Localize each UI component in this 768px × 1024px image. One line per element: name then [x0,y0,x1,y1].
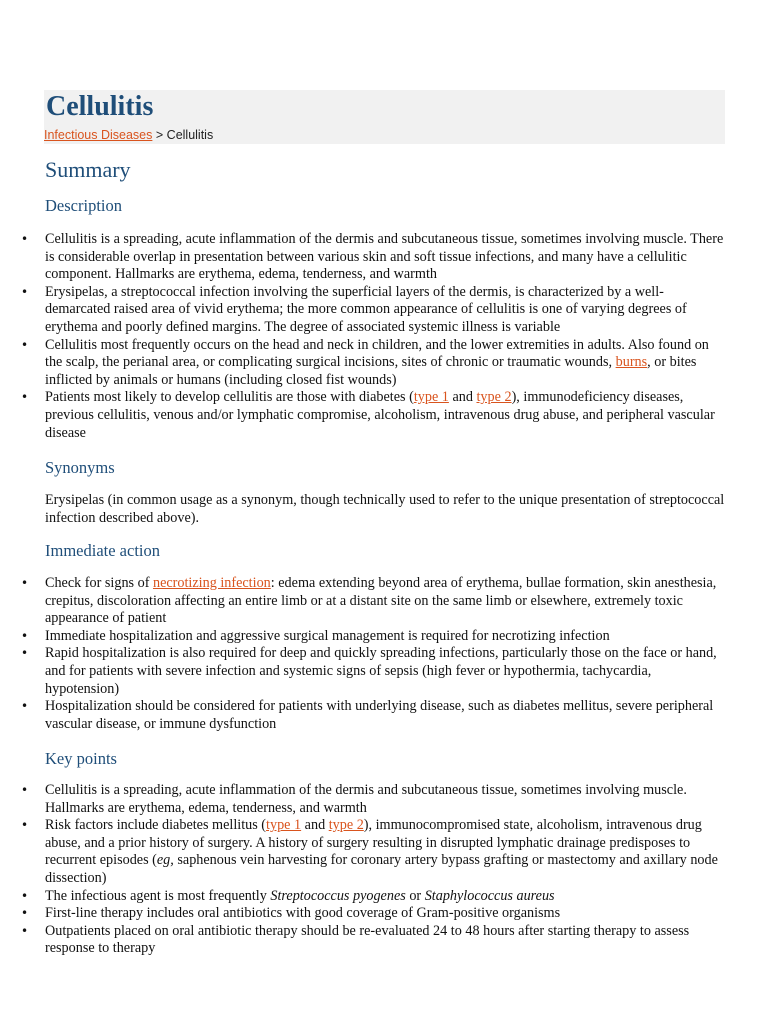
breadcrumb-separator: > [155,128,164,142]
breadcrumb-link-infectious-diseases[interactable]: Infectious Diseases [44,128,153,142]
keypoint-bullet-2-tail: saphenous vein harvesting for coronary artery bypass grafting or mastectomy and axillary node dissection) [45,852,718,886]
list-item [0,284,725,337]
synonyms-heading: Synonyms [45,458,115,477]
description-heading: Description [45,196,122,215]
list-item [0,231,725,284]
keypoint-bullet-1: Cellulitis is a spreading, acute inflammation of the dermis and subcutaneous tissue, sometimes involving muscle. Hallmarks are erythema, edema, tenderness, and warmth [45,782,687,816]
organism-staphylococcus: Staphylococcus aureus [424,887,555,904]
description-bullet-1: Cellulitis is a spreading, acute inflammation of the dermis and subcutaneous tissue, sometimes involving muscle. There is considerable overlap in presentation between various skin and soft tissue infections, and many have a cellulitic component. Hallmarks are erythema, edema, tenderness, and warmth [45,231,724,283]
immediate-bullet-4: Hospitalization should be considered for patients with underlying disease, such as diabetes mellitus, severe peripheral vascular disease, or immune dysfunction [45,698,714,732]
immediate-bullet-1-tail: : edema extending beyond area of erythema, bullae formation, skin anesthesia, crepitus, discoloration affecting an entire limb or at a distant site on the same limb or elsewhere, extremely toxic appearance of patient [45,575,717,627]
list-item [0,337,725,390]
breadcrumb-current: Cellulitis [166,128,214,142]
immediate-bullet-1-text: Check for signs of [45,575,153,591]
list-item [0,888,725,906]
synonyms-text: Erysipelas (in common usage as a synonym, though technically used to refer to the unique presentation of streptococcal infection described above). [45,492,725,526]
keypoint-eg-text: eg, [156,852,174,869]
keypoint-type-1-link[interactable]: type 1 [266,817,302,834]
keypoint-bullet-3-or: or [405,887,425,904]
key-points-list [0,782,768,958]
summary-heading: Summary [45,157,131,182]
burns-link[interactable]: burns [615,354,648,371]
list-item [0,698,725,733]
keypoint-bullet-2-and: and [301,817,329,834]
keypoint-bullet-5: Outpatients placed on oral antibiotic therapy should be re-evaluated 24 to 48 hours after starting therapy to assess response to therapy [45,922,690,957]
description-list [0,231,768,442]
list-item [0,923,725,958]
list-item [0,575,725,628]
description-bullet-2: Erysipelas, a streptococcal infection involving the superficial layers of the dermis, is characterized by a well-demarcated raised area of vivid erythema; the more common appearance of cellulitis is one of varying degrees of erythema and poorly defined margins. The degree of associated systemic illness is variable [45,283,687,335]
keypoint-type-2-link[interactable]: type 2 [328,817,364,834]
keypoint-bullet-4: First-line therapy includes oral antibiotics with good coverage of Gram-positive organisms [45,905,561,922]
necrotizing-infection-link[interactable]: necrotizing infection [152,575,271,591]
type-1-diabetes-link[interactable]: type 1 [413,389,449,406]
type-2-diabetes-link[interactable]: type 2 [476,389,512,406]
list-item [0,782,725,817]
list-item [0,389,725,442]
list-item [0,817,725,887]
header-box [44,90,725,144]
list-item [0,905,725,923]
list-item [0,628,725,646]
breadcrumb [44,128,213,143]
description-bullet-3-tail: , or bites inflicted by animals or humans (including closed fist wounds) [45,354,697,388]
keypoint-bullet-3-text: The infectious agent is most frequently [45,887,271,904]
page-title: Cellulitis [46,91,154,122]
keypoint-bullet-2-mid: ), immunocompromised state, alcoholism, intravenous drug abuse, and a prior history of surgery. A history of surgery resulting in disrupted lymphatic drainage predisposes to recurrent episodes ( [45,817,702,869]
description-bullet-3-text: Cellulitis most frequently occurs on the head and neck in children, and the lower extremities in adults. Also found on the scalp, the perianal area, or complicating surgical incisions, sites of chronic or traumatic wounds, [45,336,709,371]
description-bullet-4-tail: ), immunodeficiency diseases, previous cellulitis, venous and/or lymphatic compromise, alcoholism, intravenous drug abuse, and peripheral vascular disease [45,389,715,441]
immediate-bullet-3: Rapid hospitalization is also required for deep and quickly spreading infections, particularly those on the face or hand, and for patients with severe infection and systemic signs of sepsis (high fever or hypothermia, tachycardia, hypotension) [45,645,717,697]
immediate-bullet-2: Immediate hospitalization and aggressive surgical management is required for necrotizing infection [45,627,610,644]
list-item [0,645,725,698]
organism-streptococcus: Streptococcus pyogenes [270,887,406,904]
description-bullet-4-and: and [448,389,477,406]
keypoint-bullet-2-text: Risk factors include diabetes mellitus ( [45,817,267,834]
key-points-heading: Key points [45,749,117,768]
immediate-action-list [0,575,768,733]
immediate-action-heading: Immediate action [45,541,160,560]
description-bullet-4-text: Patients most likely to develop cellulitis are those with diabetes ( [45,389,414,406]
